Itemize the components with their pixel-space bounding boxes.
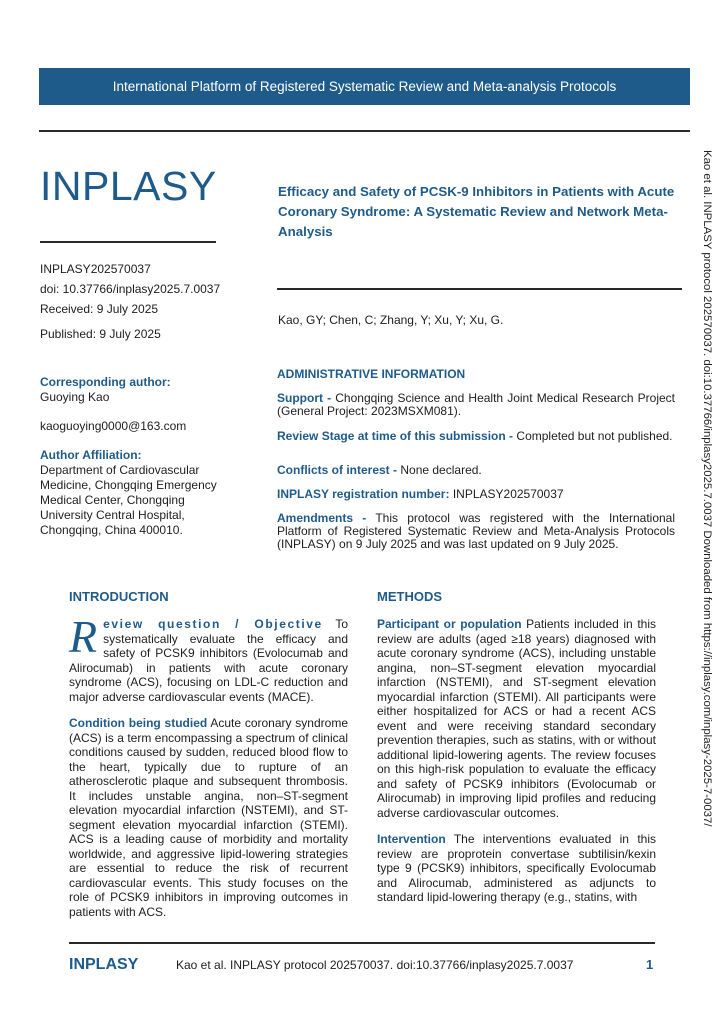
affiliation-label: Author Affiliation: bbox=[40, 448, 142, 462]
logo-divider bbox=[40, 241, 216, 243]
footer-divider bbox=[69, 942, 655, 944]
author-email[interactable]: kaoguoying0000@163.com bbox=[40, 419, 187, 433]
author-affiliation bbox=[40, 448, 240, 538]
corresponding-author bbox=[40, 375, 171, 405]
header-banner: International Platform of Registered Systematic Review and Meta-analysis Protocols bbox=[39, 68, 690, 105]
methods-heading: METHODS bbox=[377, 589, 442, 604]
drop-cap: R bbox=[69, 611, 98, 662]
title-divider bbox=[277, 288, 682, 290]
condition-paragraph: Condition being studied Acute coronary syndrome (ACS) is a term encompassing a spectrum of clinical conditions caused by sudden, reduced blood flow to the heart, typically due to rupture of an atherosclerotic plaque and subsequent thrombosis. It includes unstable angina, non–ST-segment elevation myocardial infarction (NSTEMI), and ST-segment elevation myocardial infarction (STEMI). ACS is a leading cause of morbidity and mortality worldwide, and aggressive lipid-lowering strategies are essential to reduce the risk of recurrent cardiovascular events. This study focuses on the role of PCSK9 inhibitors in improving outcomes in patients with ACS. bbox=[69, 716, 348, 919]
inplasy-logo: INPLASY bbox=[40, 163, 217, 209]
registration-id: INPLASY202570037 bbox=[40, 262, 151, 276]
review-question-paragraph: Review question / Objective To systematically evaluate the efficacy and safety of PCSK9 inhibitors (Evolocumab and Alirocumab) in patients with acute coronary syndrome (ACS), focusing on LDL-C reduction and major adverse cardiovascular events (MACE). bbox=[69, 611, 348, 704]
corresponding-name: Guoying Kao bbox=[40, 390, 110, 404]
affiliation-text: Department of Cardiovascular Medicine, Chongqing Emergency Medical Center, Chongqing University Central Hospital, Chongqing, China 400010. bbox=[40, 463, 217, 537]
page-number: 1 bbox=[646, 957, 654, 972]
download-side-note: Kao et al. INPLASY protocol 202570037. doi:10.37766/inplasy2025.7.0037 Downloaded from https://inplasy.com/inplasy-2025-7-0037/ bbox=[701, 150, 713, 827]
admin-review-stage: Review Stage at time of this submission - Completed but not published. bbox=[277, 429, 673, 443]
received-date: Received: 9 July 2025 bbox=[40, 302, 159, 316]
published-date: Published: 9 July 2025 bbox=[40, 327, 161, 341]
introduction-heading: INTRODUCTION bbox=[69, 589, 169, 604]
admin-amendments: Amendments - This protocol was registered with the International Platform of Registered Systematic Review and Meta-Analysis Protocols (INPLASY) on 9 July 2025 and was last updated on 9 July 2025. bbox=[277, 511, 676, 551]
top-divider bbox=[39, 130, 690, 132]
admin-support: Support - Chongqing Science and Health Joint Medical Research Project (General Project: 2023MSXM081). bbox=[277, 391, 675, 418]
participants-paragraph: Participant or population Patients included in this review are adults (aged ≥18 years) diagnosed with acute coronary syndrome (ACS), including unstable angina, non–ST-segment elevation myocardial infarction (NSTEMI), and ST-segment elevation myocardial infarction (STEMI). All participants were either hospitalized for ACS or had a recent ACS event and were receiving standard secondary prevention therapies, such as statins, with or without additional lipid-lowering agents. The review focuses on this high-risk population to evaluate the efficacy and safety of PCSK9 inhibitors (Evolocumab or Alirocumab) in improving lipid profiles and reducing adverse cardiovascular outcomes. bbox=[377, 617, 656, 820]
footer-citation: Kao et al. INPLASY protocol 202570037. doi:10.37766/inplasy2025.7.0037 bbox=[176, 958, 574, 972]
introduction-column bbox=[69, 611, 348, 931]
author-list: Kao, GY; Chen, C; Zhang, Y; Xu, Y; Xu, G. bbox=[278, 313, 504, 327]
doi: doi: 10.37766/inplasy2025.7.0037 bbox=[40, 282, 221, 296]
admin-registration: INPLASY registration number: INPLASY202570037 bbox=[277, 487, 564, 501]
intervention-paragraph: Intervention The interventions evaluated in this review are proprotein convertase subtilisin/kexin type 9 (PCSK9) inhibitors, specifically Evolocumab and Alirocumab, administered as adjuncts to standard lipid-lowering therapy (e.g., statins, with bbox=[377, 832, 656, 904]
corresponding-label: Corresponding author: bbox=[40, 375, 171, 389]
paper-title: Efficacy and Safety of PCSK-9 Inhibitors in Patients with Acute Coronary Syndrome: A Systematic Review and Network Meta-Analysis bbox=[278, 184, 675, 239]
methods-column bbox=[377, 617, 656, 917]
admin-heading: ADMINISTRATIVE INFORMATION bbox=[277, 367, 466, 381]
admin-conflicts: Conflicts of interest - None declared. bbox=[277, 463, 482, 477]
footer-logo: INPLASY bbox=[69, 956, 139, 973]
